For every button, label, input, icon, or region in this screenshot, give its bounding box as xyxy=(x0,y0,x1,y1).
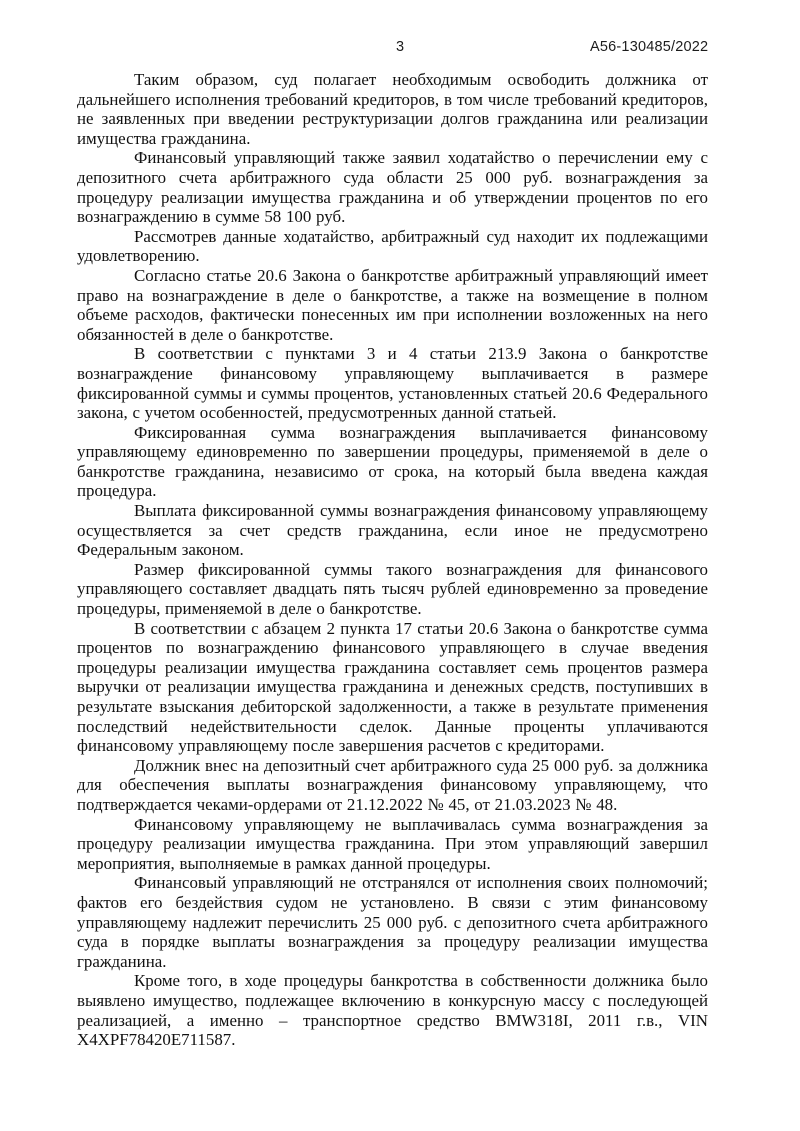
paragraph: Таким образом, суд полагает необходимым освободить должника от дальнейшего исполнения требований кредиторов, в том числе требований кредиторов, не заявленных при введении реструктуризации долгов гражданина или реализации имущества гражданина. xyxy=(77,70,708,148)
paragraph: Должник внес на депозитный счет арбитражного суда 25 000 руб. за должника для обеспечения выплаты вознаграждения финансовому управляющему, что подтверждается чеками-ордерами от 21.12.2022 № 45, от 21.03.2023 № 48. xyxy=(77,755,708,814)
paragraph: Размер фиксированной суммы такого вознаграждения для финансового управляющего составляет двадцать пять тысяч рублей единовременно за проведение процедуры, применяемой в деле о банкротстве. xyxy=(77,559,708,619)
paragraph: Рассмотрев данные ходатайство, арбитражный суд находит их подлежащими удовлетворению. xyxy=(77,226,708,266)
paragraph: Финансовому управляющему не выплачивалась сумма вознаграждения за процедуру реализации имущества гражданина. При этом управляющий завершил мероприятия, выполняемые в рамках данной процедуры. xyxy=(77,814,708,873)
paragraph: Финансовый управляющий не отстранялся от исполнения своих полномочий; фактов его бездействия судом не установлено. В связи с этим финансовому управляющему надлежит перечислить 25 000 руб. с депозитного счета арбитражного суда в порядке выплаты вознаграждения за процедуру реализации имущества гражданина. xyxy=(77,873,708,971)
paragraph: Финансовый управляющий также заявил ходатайство о перечислении ему с депозитного счета арбитражного суда области 25 000 руб. вознаграждения за процедуру реализации имущества гражданина и об утверждении процентов по его вознаграждению в сумме 58 100 руб. xyxy=(77,148,708,227)
paragraph: Фиксированная сумма вознаграждения выплачивается финансовому управляющему единовременно по завершении процедуры, применяемой в деле о банкротстве гражданина, независимо от срока, на который была введена каждая процедура. xyxy=(77,422,708,501)
page-number: 3 xyxy=(395,39,405,55)
paragraph: Согласно статье 20.6 Закона о банкротстве арбитражный управляющий имеет право на вознаграждение в деле о банкротстве, а также на возмещение в полном объеме расходов, фактически понесенных им при исполнении возложенных на него обязанностей в деле о банкротстве. xyxy=(77,265,708,344)
case-number: А56-130485/2022 xyxy=(590,39,709,55)
page-header xyxy=(0,38,800,58)
paragraph: В соответствии с абзацем 2 пункта 17 статьи 20.6 Закона о банкротстве сумма процентов по вознаграждению финансового управляющего в случае введения процедуры реализации имущества гражданина составляет семь процентов размера выручки от реализации имущества гражданина и денежных средств, поступивших в результате взыскания дебиторской задолженности, а также в результате применения последствий недействительности сделок. Данные проценты уплачиваются финансовому управляющему после завершения расчетов с кредиторами. xyxy=(77,618,708,756)
document-body xyxy=(77,70,708,1050)
paragraph: Кроме того, в ходе процедуры банкротства в собственности должника было выявлено имущество, подлежащее включению в конкурсную массу с последующей реализацией, а именно – транспортное средство BMW318I, 2011 г.в., VIN X4XPF78420E711587. xyxy=(77,971,708,1050)
paragraph: В соответствии с пунктами 3 и 4 статьи 213.9 Закона о банкротстве вознаграждение финансовому управляющему выплачивается в размере фиксированной суммы и суммы процентов, установленных статьей 20.6 Федерального закона, с учетом особенностей, предусмотренных данной статьей. xyxy=(77,344,708,423)
paragraph: Выплата фиксированной суммы вознаграждения финансовому управляющему осуществляется за счет средств гражданина, если иное не предусмотрено Федеральным законом. xyxy=(77,501,708,560)
